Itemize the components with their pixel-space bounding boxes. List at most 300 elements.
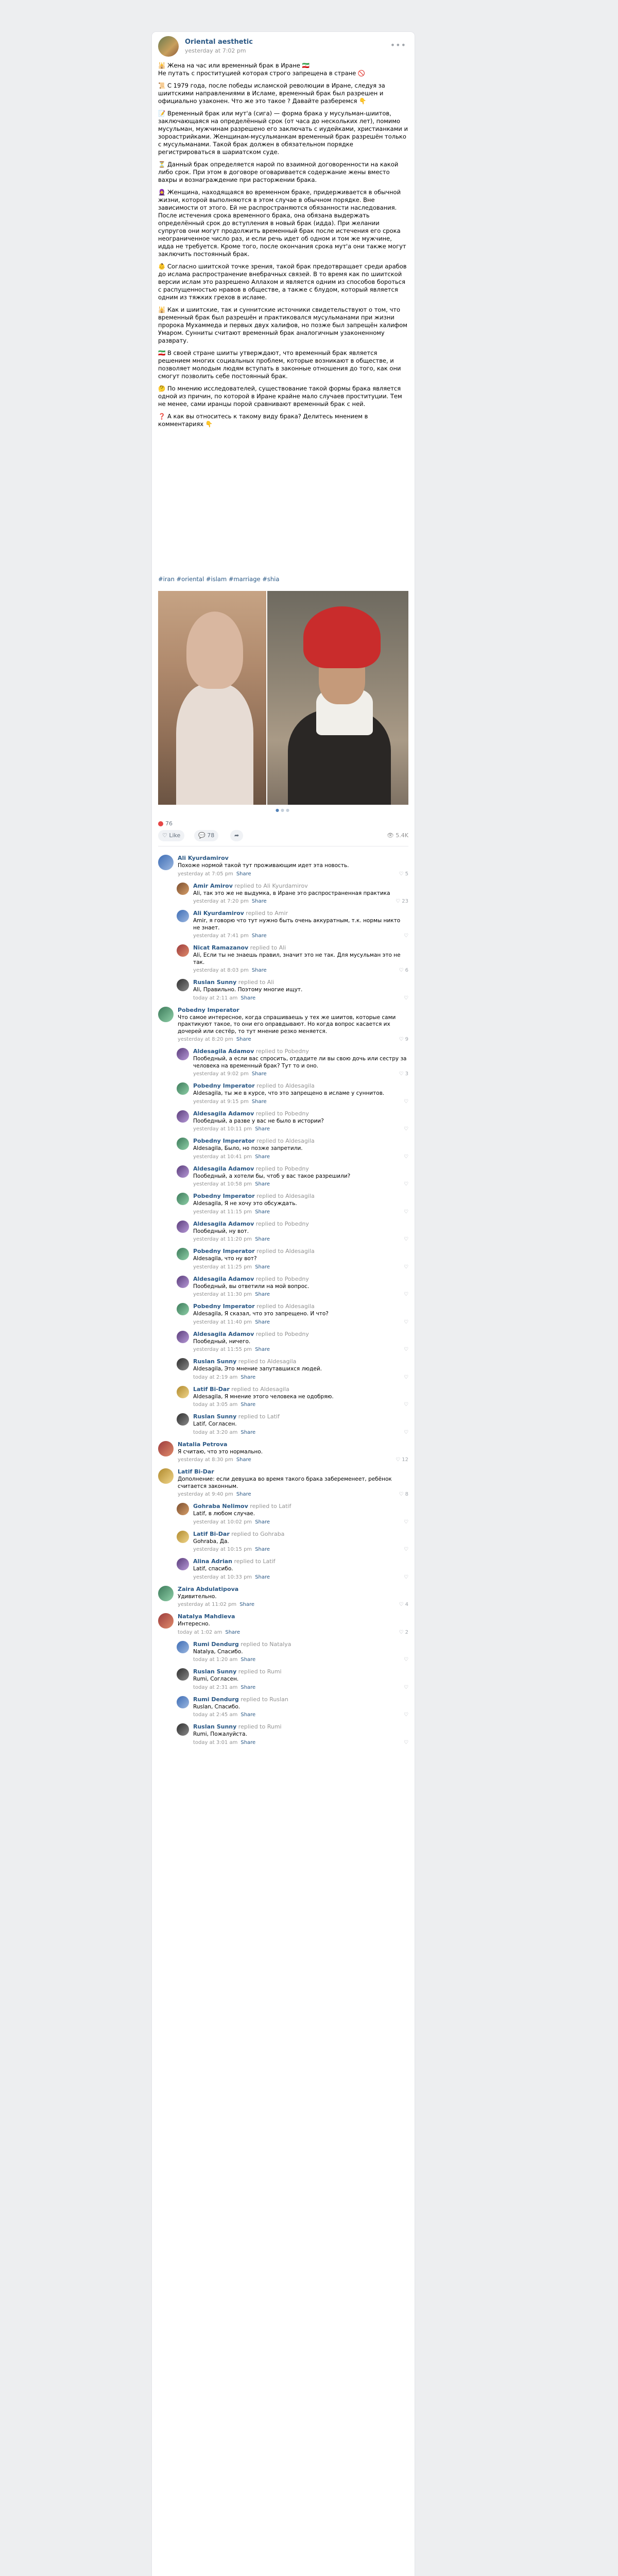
comment-author-name[interactable]: Ruslan Sunny — [193, 1668, 237, 1675]
comment-share-button[interactable]: Share — [241, 1402, 256, 1408]
comment-author-name[interactable]: Alina Adrian — [193, 1558, 232, 1565]
reply-to-label[interactable]: replied to Ali Kyurdamirov — [232, 882, 308, 889]
comment-reply — [177, 1664, 408, 1691]
comment-text: Rumi, Согласен. — [193, 1676, 239, 1682]
comment-like-button[interactable]: ♡ — [404, 1402, 408, 1408]
comment-share-button[interactable]: Share — [255, 1347, 270, 1352]
comment-author-name[interactable]: Amir Amirov — [193, 882, 233, 889]
comment-like-button[interactable]: ♡ 3 — [399, 1071, 408, 1077]
comment-share-button[interactable]: Share — [241, 1429, 256, 1435]
comment-meta — [193, 1711, 408, 1719]
comment-author[interactable] — [193, 1110, 408, 1117]
comment-meta — [193, 1098, 408, 1106]
comment-share-button[interactable]: Share — [255, 1181, 270, 1187]
comment-reply — [177, 1106, 408, 1133]
comment-like-button[interactable]: ♡ — [404, 1264, 408, 1270]
comment-share-button[interactable]: Share — [255, 1209, 270, 1215]
post-tags[interactable]: #iran #oriental #islam #marriage #shia — [158, 575, 280, 583]
comment-author-name[interactable]: Aldesagila Adamov — [193, 1110, 254, 1117]
comment-reply — [177, 1078, 408, 1106]
post-photo-1[interactable] — [158, 591, 266, 805]
avatar[interactable] — [177, 910, 189, 922]
comment-author-name[interactable]: Ruslan Sunny — [193, 1723, 237, 1730]
comment-share-button[interactable]: Share — [251, 1098, 267, 1105]
comment-like-button[interactable]: ♡ — [404, 1574, 408, 1580]
comment-author[interactable] — [193, 1048, 408, 1055]
avatar[interactable] — [177, 1048, 189, 1060]
avatar[interactable] — [177, 1276, 189, 1288]
comment-reply — [177, 1161, 408, 1189]
reply-to-label[interactable]: replied to Latif — [232, 1558, 276, 1565]
comment-text: Ruslan, Спасибо. — [193, 1703, 241, 1710]
comment-reply — [177, 1243, 408, 1271]
comment-date[interactable]: yesterday at 7:41 pm — [193, 933, 249, 939]
comment-date[interactable]: today at 3:01 am — [193, 1739, 238, 1745]
comment-author[interactable] — [193, 1386, 408, 1393]
comment-author-name[interactable]: Ali Kyurdamirov — [193, 910, 244, 917]
comment-date[interactable]: yesterday at 11:30 pm — [193, 1292, 252, 1297]
comment-reply — [177, 1553, 408, 1581]
community-avatar[interactable] — [158, 36, 179, 57]
avatar[interactable] — [177, 1696, 189, 1708]
comment-author[interactable] — [193, 1138, 408, 1145]
comment-author-name[interactable]: Zaira Abdulatipova — [178, 1585, 239, 1592]
carousel-dots[interactable]: ●●● — [276, 808, 291, 812]
comment-author-name[interactable]: Natalya Mahdieva — [178, 1613, 235, 1620]
post-card — [152, 32, 415, 2576]
comment-share-button[interactable]: Share — [255, 1547, 270, 1552]
reply-to-label[interactable]: replied to Aldesagila — [254, 1138, 315, 1144]
comment-reply — [177, 1498, 408, 1526]
reply-to-label[interactable]: replied to Rumi — [236, 1668, 282, 1675]
post-actions — [158, 829, 408, 843]
avatar[interactable] — [177, 1503, 189, 1515]
comment-date[interactable]: today at 1:02 am — [178, 1629, 222, 1635]
comment-author[interactable] — [193, 1221, 408, 1228]
comment-date[interactable]: today at 3:20 am — [193, 1429, 238, 1435]
avatar[interactable] — [177, 1221, 189, 1233]
comment-author-name[interactable]: Latif Bi-Dar — [193, 1530, 230, 1537]
reply-to-label[interactable]: replied to Ruslan — [238, 1696, 288, 1703]
comment-author[interactable] — [193, 1248, 408, 1255]
post-photo-2[interactable] — [267, 591, 408, 805]
comment-text: Что самое интересное, когда спрашиваешь у тех же шиитов, которые сами практикуют такое, то они его оправдывают. Но когда вопрос касается их дочерей или сестёр, то тут мнение резко меняется. — [178, 1014, 396, 1035]
comment-text: Natalya, Спасибо. — [193, 1648, 243, 1655]
comment-author[interactable] — [193, 1723, 408, 1731]
post-paragraph: 🕌 Жена на час или временный брак в Иране 🇮🇷 Не путать с проституцией которая строго запрещена в стране 🚫 — [158, 62, 366, 77]
comment-share-button[interactable]: Share — [251, 933, 267, 939]
comment-date[interactable]: yesterday at 9:40 pm — [178, 1492, 233, 1497]
comment-author-name[interactable]: Latif Bi-Dar — [193, 1385, 230, 1393]
comment-text: Пообедный, а если вас спросить, отдадите ли вы свою дочь или сестру за человека на временный брак? Тут то и оно. — [193, 1056, 407, 1069]
reply-to-label[interactable]: replied to Rumi — [236, 1723, 282, 1730]
comment-text: Aldesagila, Я сказал, что это запрещено. И что? — [193, 1311, 329, 1317]
comment-like-button[interactable]: ♡ — [404, 1374, 408, 1380]
comment-date[interactable]: yesterday at 10:15 pm — [193, 1547, 252, 1552]
comment-reply — [177, 1409, 408, 1436]
comments-button[interactable]: 💬 78 — [194, 830, 218, 841]
comment-author-name[interactable]: Aldesagila Adamov — [193, 1330, 254, 1337]
comment-author[interactable] — [178, 855, 408, 862]
comment-author[interactable] — [178, 1613, 408, 1620]
avatar[interactable] — [177, 1531, 189, 1543]
post-paragraph: ❓ А как вы относитесь к такому виду брака? Делитесь мнением в комментариях 👇 — [158, 413, 368, 428]
reply-to-label[interactable]: replied to Pobedny — [254, 1165, 309, 1172]
comment-reply — [177, 974, 408, 1002]
post-paragraph: 📜 С 1979 года, после победы исламской революции в Иране, следуя за шиитскими направлениями в Исламе, временный брак был разрешен и официально узаконен. Что же это такое ? Давайте разберемся 👇 — [158, 82, 385, 105]
comment-author-name[interactable]: Nicat Ramazanov — [193, 944, 249, 951]
comment-author[interactable] — [193, 1503, 408, 1510]
comment-meta — [193, 1264, 408, 1271]
avatar[interactable] — [177, 1193, 189, 1205]
comments-count: 78 — [207, 832, 215, 839]
comment-date[interactable]: yesterday at 8:03 pm — [193, 968, 249, 973]
reply-to-label[interactable]: replied to Aldesagila — [254, 1303, 315, 1310]
reply-to-label[interactable]: replied to Gohraba — [229, 1530, 285, 1537]
comment-meta — [193, 1519, 408, 1526]
comment-author-name[interactable]: Pobedny Imperator — [178, 1006, 239, 1013]
comment-reply — [177, 1353, 408, 1381]
comment-author[interactable] — [178, 1586, 408, 1593]
comment-author[interactable] — [193, 1531, 408, 1538]
reply-to-label[interactable]: replied to Pobedny — [254, 1220, 309, 1227]
comment-meta — [193, 1656, 408, 1664]
comment-like-button[interactable]: ♡ — [404, 1347, 408, 1352]
avatar[interactable] — [177, 883, 189, 895]
comment-author[interactable] — [193, 1358, 408, 1365]
comment-author-name[interactable]: Rumi Dendurg — [193, 1696, 239, 1703]
avatar[interactable] — [177, 979, 189, 991]
comment-meta — [193, 1546, 408, 1553]
comment-author-name[interactable]: Pobedny Imperator — [193, 1303, 255, 1310]
comment-date[interactable]: yesterday at 11:40 pm — [193, 1319, 252, 1325]
reply-to-label[interactable]: replied to Latif — [248, 1503, 291, 1510]
reply-to-label[interactable]: replied to Aldesagila — [229, 1385, 289, 1393]
comment-author-name[interactable]: Aldesagila Adamov — [193, 1275, 254, 1282]
post-date[interactable]: yesterday at 7:02 pm — [185, 47, 246, 54]
comment-text: Aldesagila, Было, но позже запретили. — [193, 1145, 303, 1151]
comment-author-name[interactable]: Pobedny Imperator — [193, 1248, 255, 1255]
comment-like-button[interactable]: ♡ 5 — [399, 871, 408, 877]
comment-text: Ali, Если ты не знаешь правил, значит это не так. Для мусульман это не так. — [193, 952, 401, 965]
comment-author[interactable] — [193, 1082, 408, 1090]
comment-author[interactable] — [178, 1007, 408, 1014]
avatar[interactable] — [158, 1468, 174, 1484]
reply-to-label[interactable]: replied to Aldesagila — [236, 1358, 297, 1365]
like-label: Like — [169, 832, 181, 839]
comment-text: Aldesagila, Я не хочу это обсуждать. — [193, 1200, 297, 1207]
comment-author[interactable] — [193, 1641, 408, 1648]
comment-meta — [193, 1684, 408, 1691]
comment-share-button[interactable]: Share — [241, 995, 256, 1001]
comment-date[interactable]: today at 2:45 am — [193, 1712, 238, 1718]
comment-reply — [177, 878, 408, 906]
comment-share-button[interactable]: Share — [239, 1602, 255, 1607]
reply-to-label[interactable]: replied to Ali — [248, 944, 286, 951]
avatar[interactable] — [158, 1007, 174, 1022]
comment-share-button[interactable]: Share — [251, 1071, 267, 1077]
comments-list — [152, 850, 415, 1747]
post-paragraph: ⏳ Данный брак определяется нарой по взаимной договоренности на какой либо срок. При этом в договоре оговаривается содержание жены вместо вахры и вознаграждение при расторжении брака. — [158, 161, 399, 183]
comment-like-button[interactable]: ♡ — [404, 1319, 408, 1325]
comment-date[interactable]: yesterday at 10:33 pm — [193, 1574, 252, 1580]
comment-like-button[interactable]: ♡ — [404, 1519, 408, 1525]
comment-share-button[interactable]: Share — [236, 1457, 251, 1463]
comment-meta — [193, 1374, 408, 1381]
comment-like-button[interactable]: ♡ — [404, 1181, 408, 1187]
comment-like-button[interactable]: ♡ 2 — [399, 1629, 408, 1635]
reply-to-label[interactable]: replied to Natalya — [238, 1640, 291, 1648]
avatar[interactable] — [158, 1441, 174, 1456]
comment-text: Aldesagila, Это мнение запутавшихся людей. — [193, 1366, 322, 1372]
comment-date[interactable]: yesterday at 9:15 pm — [193, 1098, 249, 1105]
comment-like-button[interactable]: ♡ — [404, 1739, 408, 1745]
reactions-summary[interactable] — [158, 820, 173, 827]
comment-text: Я считаю, что это нормально. — [178, 1448, 263, 1455]
reply-to-label[interactable]: replied to Aldesagila — [254, 1248, 315, 1255]
comment-date[interactable]: yesterday at 11:55 pm — [193, 1347, 252, 1352]
comment-like-button[interactable]: ♡ — [404, 995, 408, 1001]
comment-date[interactable]: yesterday at 10:58 pm — [193, 1181, 252, 1187]
comment-share-button[interactable]: Share — [236, 871, 251, 877]
reply-to-label[interactable]: replied to Pobedny — [254, 1275, 309, 1282]
comment-reply — [177, 1526, 408, 1554]
comment-text: Пообедный, ну вот. — [193, 1228, 249, 1234]
avatar[interactable] — [177, 1303, 189, 1315]
comment-author[interactable] — [193, 1165, 408, 1173]
comment-like-button[interactable]: ♡ — [404, 1712, 408, 1718]
reply-to-label[interactable]: replied to Amir — [244, 910, 288, 917]
comment-date[interactable]: yesterday at 7:05 pm — [178, 871, 233, 877]
comment-author-name[interactable]: Aldesagila Adamov — [193, 1048, 254, 1055]
comment-meta — [193, 1739, 408, 1747]
comment-text: Дополнение: если девушка во время такого брака забеременеет, ребёнок считается законным. — [178, 1476, 392, 1489]
comment-share-button[interactable]: Share — [255, 1319, 270, 1325]
comment-meta — [193, 1126, 408, 1133]
comment-meta — [178, 1456, 408, 1464]
avatar[interactable] — [177, 1358, 189, 1370]
comment-author[interactable] — [178, 1441, 408, 1448]
comment-share-button[interactable]: Share — [241, 1657, 256, 1663]
avatar[interactable] — [177, 1386, 189, 1398]
avatar[interactable] — [177, 1723, 189, 1736]
avatar[interactable] — [177, 1165, 189, 1178]
comment-author-name[interactable]: Aldesagila Adamov — [193, 1165, 254, 1172]
comment-text: Пообедный, а разве у вас не было в истории? — [193, 1117, 324, 1124]
comment-date[interactable]: today at 2:11 am — [193, 995, 238, 1001]
comment-text: Пообедный, а хотели бы, чтоб у вас такое разрешили? — [193, 1173, 351, 1179]
reply-to-label[interactable]: replied to Pobedny — [254, 1110, 309, 1117]
comment-author[interactable] — [178, 1468, 408, 1476]
avatar[interactable] — [158, 1586, 174, 1601]
comment-date[interactable]: yesterday at 10:11 pm — [193, 1126, 252, 1132]
comment-like-button[interactable]: ♡ — [404, 1126, 408, 1132]
comment-date[interactable]: yesterday at 10:41 pm — [193, 1154, 252, 1160]
comment-meta — [193, 1319, 408, 1326]
comment-date[interactable]: yesterday at 11:20 pm — [193, 1236, 252, 1242]
comment-text: Пообедный, вы ответили на мой вопрос. — [193, 1283, 310, 1290]
comment-share-button[interactable]: Share — [241, 1684, 256, 1690]
comment-author-name[interactable]: Pobedny Imperator — [193, 1082, 255, 1089]
comment-like-button[interactable]: ♡ — [404, 1209, 408, 1215]
comment-author[interactable] — [193, 1303, 408, 1310]
comment-author[interactable] — [193, 1413, 408, 1420]
comment-text: Gohraba, Да. — [193, 1538, 229, 1545]
comment-meta — [193, 1071, 408, 1078]
comment-date[interactable]: yesterday at 11:02 pm — [178, 1602, 237, 1607]
comment-share-button[interactable]: Share — [255, 1264, 270, 1270]
comment-author[interactable] — [193, 1696, 408, 1703]
comment-share-button[interactable]: Share — [251, 968, 267, 973]
comment-like-button[interactable]: ♡ — [404, 1236, 408, 1242]
comment-share-button[interactable]: Share — [241, 1739, 256, 1745]
comment-author-name[interactable]: Ruslan Sunny — [193, 979, 237, 986]
comment-like-button[interactable]: ♡ — [404, 933, 408, 939]
comment-like-button[interactable]: ♡ — [404, 1429, 408, 1435]
reply-to-label[interactable]: replied to Pobedny — [254, 1048, 309, 1055]
comment-date[interactable]: yesterday at 8:30 pm — [178, 1457, 233, 1463]
avatar[interactable] — [177, 1641, 189, 1653]
comment-like-button[interactable]: ♡ 9 — [399, 1037, 408, 1042]
avatar[interactable] — [177, 1413, 189, 1426]
comment-share-button[interactable]: Share — [241, 1712, 256, 1718]
comment-reply — [177, 1188, 408, 1216]
comment-text: Похоже нормой такой тут проживающим идет эта новость. — [178, 862, 349, 869]
post-paragraph: 🤔 По мнению исследователей, существование такой формы брака является одной из причин, по которой в Иране крайне мало случаев проституции. Тем не менее, сами иранцы порой сравнивают временный брак с ней. — [158, 385, 402, 408]
comment-author-name[interactable]: Latif Bi-Dar — [178, 1468, 214, 1475]
comment-date[interactable]: yesterday at 10:02 pm — [193, 1519, 252, 1525]
post-paragraph: 👶 Согласно шиитской точке зрения, такой брак предотвращает среди арабов до ислама распространение внебрачных связей. В то время как по шиитской версии ислам это разрешено Аллахом и является одним из способов бороться с распущенностью нравов в обществе, а также с блудом, который является одним из тяжких грехов в исламе. — [158, 263, 407, 301]
comment-author-name[interactable]: Ruslan Sunny — [193, 1358, 237, 1365]
comment-date[interactable]: today at 2:31 am — [193, 1684, 238, 1690]
avatar[interactable] — [177, 1082, 189, 1095]
comment-reply — [177, 905, 408, 940]
comment-author-name[interactable]: Aldesagila Adamov — [193, 1220, 254, 1227]
comment-author[interactable] — [193, 883, 408, 890]
comment-like-button[interactable]: ♡ — [404, 1154, 408, 1160]
comment-author-name[interactable]: Gohraba Nelimov — [193, 1503, 248, 1510]
comment-share-button[interactable]: Share — [255, 1154, 270, 1160]
comment-author-name[interactable]: Ruslan Sunny — [193, 1413, 237, 1420]
comment-like-button[interactable]: ♡ — [404, 1657, 408, 1663]
avatar[interactable] — [177, 1248, 189, 1260]
comment-meta — [193, 1574, 408, 1581]
comment — [158, 1608, 408, 1636]
comment-like-button[interactable]: ♡ 6 — [399, 968, 408, 973]
reply-to-label[interactable]: replied to Ali — [236, 979, 274, 986]
comment-like-button[interactable]: ♡ — [404, 1098, 408, 1105]
reply-to-label[interactable]: replied to Aldesagila — [254, 1082, 315, 1089]
comment-author[interactable] — [193, 1276, 408, 1283]
comment-text: Ali, так это же не выдумка, в Иране это распространенная практика — [193, 890, 390, 896]
post-author[interactable]: Oriental aesthetic — [185, 38, 253, 46]
comment-date[interactable]: yesterday at 9:02 pm — [193, 1071, 249, 1077]
comment-author[interactable] — [193, 1331, 408, 1338]
comment-text: Aldesagila, что ну вот? — [193, 1256, 257, 1262]
comment-like-button[interactable]: ♡ 12 — [396, 1457, 408, 1463]
comment-author[interactable] — [193, 1193, 408, 1200]
comment-share-button[interactable]: Share — [236, 1492, 251, 1497]
post-paragraph: 🕌 Как и шиитские, так и суннитские источники свидетельствуют о том, что временный брак был разрешён и практиковался мусульманами при жизни пророка Мухаммеда и первых двух халифов, но позже был запрещён халифом Умаром. Сунниты считают временный брак аналогичным узаконенному разврату. — [158, 306, 407, 344]
comment-like-button[interactable]: ♡ — [404, 1292, 408, 1297]
comment-share-button[interactable]: Share — [255, 1574, 270, 1580]
comment-text: Latif, в любом случае. — [193, 1511, 255, 1517]
avatar[interactable] — [158, 1613, 174, 1629]
comment-like-button[interactable]: ♡ 8 — [399, 1492, 408, 1497]
comment-date[interactable]: yesterday at 7:20 pm — [193, 899, 249, 904]
comment-date[interactable]: today at 2:19 am — [193, 1374, 238, 1380]
comment-text: Rumi, Пожалуйста. — [193, 1731, 247, 1737]
comment-share-button[interactable]: Share — [225, 1629, 241, 1635]
comment-like-button[interactable]: ♡ — [404, 1684, 408, 1690]
comment-author-name[interactable]: Pobedny Imperator — [193, 1138, 255, 1144]
reply-to-label[interactable]: replied to Latif — [236, 1413, 280, 1420]
comment-reply — [177, 1298, 408, 1326]
comment-date[interactable]: today at 1:20 am — [193, 1657, 238, 1663]
comment-share-button[interactable]: Share — [241, 1374, 256, 1380]
comment-text: Интересно. — [178, 1621, 210, 1627]
avatar[interactable] — [158, 855, 174, 870]
comment-meta — [178, 1036, 408, 1043]
comment — [158, 1436, 408, 1464]
comment-author[interactable] — [193, 1668, 408, 1675]
avatar[interactable] — [177, 1110, 189, 1123]
comment-author[interactable] — [193, 910, 408, 917]
comment-date[interactable]: today at 3:05 am — [193, 1402, 238, 1408]
comment-share-button[interactable]: Share — [255, 1292, 270, 1297]
reply-to-label[interactable]: replied to Aldesagila — [254, 1193, 315, 1199]
post-paragraph: 🇮🇷 В своей стране шииты утверждают, что временный брак является решением многих социальных проблем, которые возникают в обществе, и позволяет молодым людям вступать в законные отношения до того, как они смогут позволить себе постоянный брак. — [158, 349, 401, 380]
comment-date[interactable]: yesterday at 11:15 pm — [193, 1209, 252, 1215]
comment-date[interactable]: yesterday at 11:25 pm — [193, 1264, 252, 1270]
reply-to-label[interactable]: replied to Pobedny — [254, 1330, 309, 1337]
comment-meta — [193, 1181, 408, 1188]
comment-reply — [177, 1133, 408, 1161]
comment-share-button[interactable]: Share — [255, 1236, 270, 1242]
comment-author-name[interactable]: Rumi Dendurg — [193, 1640, 239, 1648]
comment-meta — [193, 898, 408, 905]
comment-reply — [177, 1381, 408, 1409]
avatar[interactable] — [177, 1331, 189, 1343]
comment-author[interactable] — [193, 944, 408, 952]
comment-share-button[interactable]: Share — [255, 1519, 270, 1525]
comment-share-button[interactable]: Share — [255, 1126, 270, 1132]
comment-date[interactable]: yesterday at 8:20 pm — [178, 1037, 233, 1042]
comment-share-button[interactable]: Share — [251, 899, 267, 904]
comment-like-button[interactable]: ♡ — [404, 1547, 408, 1552]
comment-text: Ali, Правильно. Поэтому многие ищут. — [193, 987, 303, 993]
comment-share-button[interactable]: Share — [236, 1037, 251, 1042]
share-button[interactable]: ➦ — [230, 830, 243, 841]
avatar[interactable] — [177, 1138, 189, 1150]
comment-author-name[interactable]: Pobedny Imperator — [193, 1193, 255, 1199]
comment-like-button[interactable]: ♡ 4 — [399, 1602, 408, 1607]
comment-author-name[interactable]: Ali Kyurdamirov — [178, 855, 229, 861]
like-button[interactable]: ♡ Like — [158, 830, 184, 841]
comment-author[interactable] — [193, 1558, 408, 1565]
views-label: 5.4K — [396, 832, 408, 839]
comment-author-name[interactable]: Natalia Petrova — [178, 1440, 228, 1448]
comment-author[interactable] — [193, 979, 408, 986]
avatar[interactable] — [177, 1668, 189, 1681]
avatar[interactable] — [177, 1558, 189, 1570]
comment-meta — [193, 1429, 408, 1436]
comment-reply — [177, 1636, 408, 1664]
comment-like-button[interactable]: ♡ 23 — [396, 899, 408, 904]
comment-meta — [193, 1209, 408, 1216]
avatar[interactable] — [177, 944, 189, 957]
more-options-icon[interactable]: ••• — [390, 40, 406, 50]
